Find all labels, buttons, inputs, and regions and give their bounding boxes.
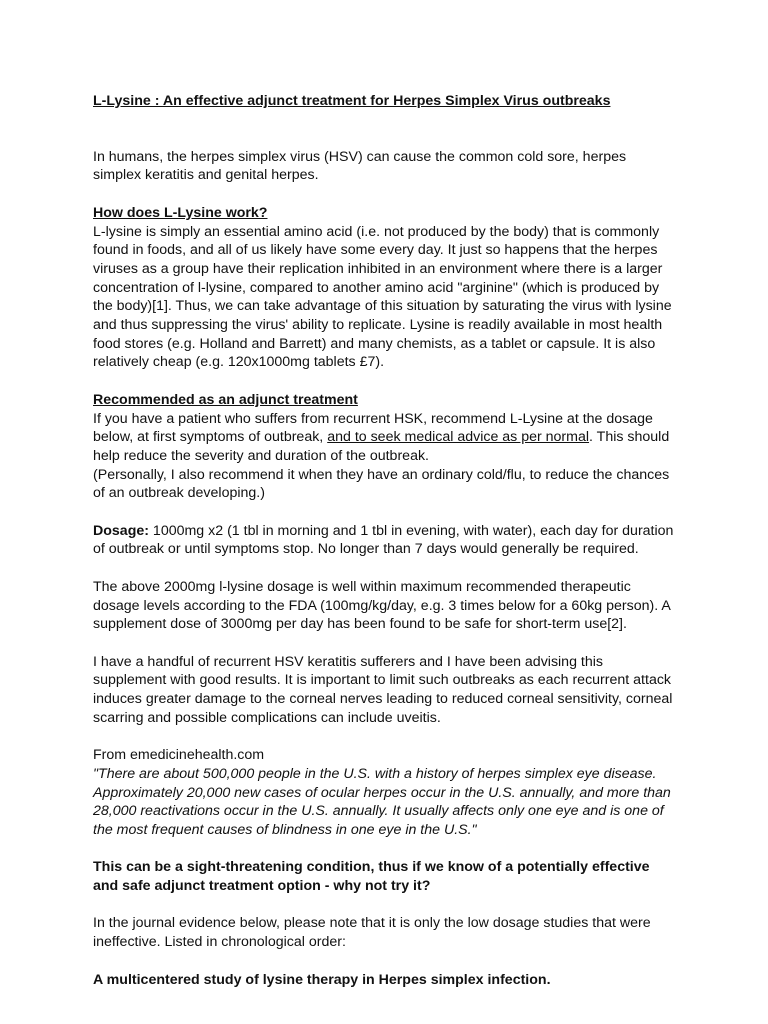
handful-line: supplement with good results. It is important to limit such outbreaks as each recurrent attack (93, 672, 672, 689)
handful-line: scarring and possible complications can include uveitis. (93, 709, 441, 726)
recommended-line2-post: . This should (589, 429, 670, 446)
how-line: found in foods, and all of us likely have some every day. It just so happens that the herpes (93, 242, 658, 259)
fda-paragraph (93, 578, 693, 634)
how-line: food stores (e.g. Holland and Barrett) and many chemists, as a tablet or capsule. It is also (93, 335, 656, 352)
quote-line: Approximately 20,000 new cases of ocular herpes occur in the U.S. annually, and more than (93, 784, 671, 801)
quote-line: the most frequent causes of blindness in one eye in the U.S." (93, 821, 477, 838)
dosage-label: Dosage: (93, 522, 149, 539)
dosage-line: of outbreak or until symptoms stop. No longer than 7 days would generally be required. (93, 541, 639, 558)
document-title: L-Lysine : An effective adjunct treatment for Herpes Simplex Virus outbreaks (93, 93, 611, 109)
fda-line: dosage levels according to the FDA (100mg/kg/day, e.g. 3 times below for a 60kg person). A (93, 597, 671, 614)
recommended-line: If you have a patient who suffers from recurrent HSK, recommend L-Lysine at the dosage (93, 410, 653, 427)
how-line: viruses as a group have their replication inhibited in an environment where there is a larger (93, 260, 663, 277)
intro-paragraph (93, 148, 693, 185)
source-from: From emedicinehealth.com (93, 747, 265, 764)
source-paragraph (93, 746, 693, 840)
fda-line: supplement dose of 3000mg per day has been found to be safe for short-term use[2]. (93, 616, 627, 633)
quote-line: "There are about 500,000 people in the U.S. with a history of herpes simplex eye disease. (93, 765, 657, 782)
bold-statement-line: and safe adjunct treatment option - why not try it? (93, 878, 431, 895)
recommended-line (93, 428, 693, 447)
journal-line: In the journal evidence below, please note that it is only the low dosage studies that were (93, 915, 651, 932)
how-line: the body)[1]. Thus, we can take advantage of this situation by saturating the virus with lysine (93, 298, 672, 315)
document-page (93, 92, 693, 989)
intro-line: In humans, the herpes simplex virus (HSV) can cause the common cold sore, herpes (93, 148, 627, 165)
intro-line: simplex keratitis and genital herpes. (93, 167, 319, 184)
recommended-line: (Personally, I also recommend it when they have an ordinary cold/flu, to reduce the chances (93, 466, 670, 483)
bold-statement-line: This can be a sight-threatening condition, thus if we know of a potentially effective (93, 859, 650, 876)
how-line: and thus suppressing the virus' ability to replicate. Lysine is readily available in most health (93, 317, 663, 334)
recommended-line: help reduce the severity and duration of the outbreak. (93, 447, 429, 464)
medical-advice-underlined: and to seek medical advice as per normal (327, 429, 590, 446)
journal-paragraph (93, 914, 693, 951)
dosage-line1-rest: 1000mg x2 (1 tbl in morning and 1 tbl in evening, with water), each day for duration (148, 522, 674, 539)
how-line: relatively cheap (e.g. 120x1000mg tablets £7). (93, 354, 385, 371)
fda-line: The above 2000mg l-lysine dosage is well within maximum recommended therapeutic (93, 578, 631, 595)
recommended-paragraph (93, 410, 693, 504)
recommended-heading: Recommended as an adjunct treatment (93, 391, 358, 408)
journal-line: ineffective. Listed in chronological order: (93, 934, 346, 951)
how-paragraph (93, 223, 693, 373)
recommended-line: of an outbreak developing.) (93, 485, 265, 502)
recommended-line2-pre: below, at first symptoms of outbreak, (93, 429, 328, 446)
how-line: concentration of l-lysine, compared to another amino acid "arginine" (which is produced by (93, 279, 660, 296)
dosage-line (93, 522, 693, 541)
handful-paragraph (93, 653, 693, 728)
study-title: A multicentered study of lysine therapy in Herpes simplex infection. (93, 971, 551, 988)
how-heading: How does L-Lysine work? (93, 204, 268, 221)
handful-line: I have a handful of recurrent HSV keratitis sufferers and I have been advising this (93, 653, 603, 670)
quote-line: 28,000 reactivations occur in the U.S. annually. It usually affects only one eye and is one of (93, 803, 664, 820)
bold-statement (93, 858, 693, 895)
dosage-paragraph (93, 522, 693, 559)
handful-line: induces greater damage to the corneal nerves leading to reduced corneal sensitivity, corneal (93, 691, 673, 708)
how-line: L-lysine is simply an essential amino acid (i.e. not produced by the body) that is commonly (93, 223, 660, 240)
